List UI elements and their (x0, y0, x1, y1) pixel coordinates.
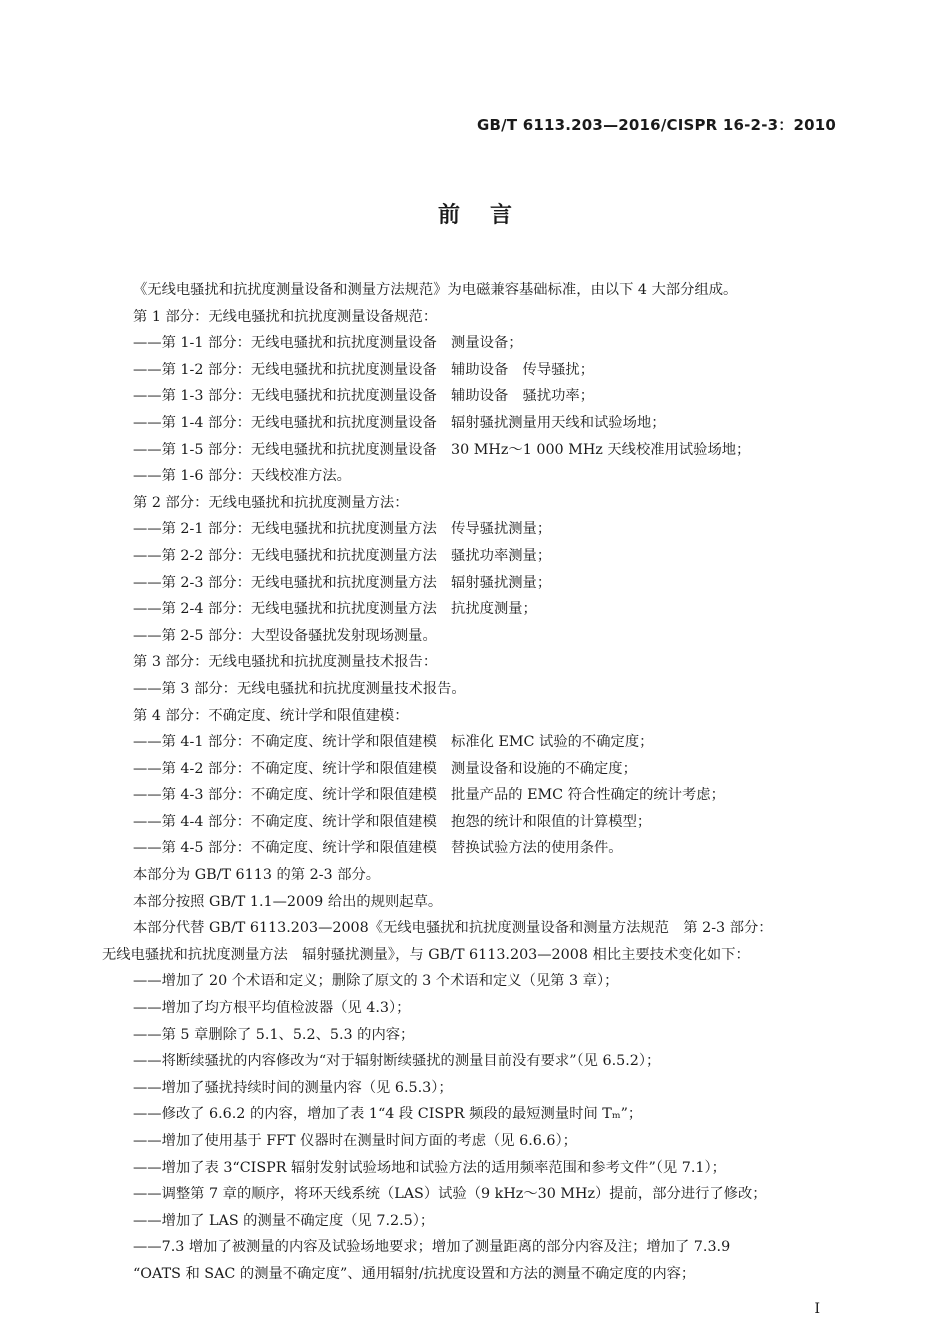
text-line: ——第 1-1 部分：无线电骚扰和抗扰度测量设备 测量设备； (133, 335, 523, 352)
text-line: 本部分代替 GB/T 6113.203—2008《无线电骚扰和抗扰度测量设备和测量方法规范 第 2-3 部分： (133, 920, 773, 937)
page-title: 前言 (437, 203, 542, 228)
text-line: ——第 5 章删除了 5.1、5.2、5.3 的内容； (133, 1026, 415, 1043)
text-line: 第 4 部分：不确定度、统计学和限值建模： (133, 707, 409, 724)
text-line: ——增加了骚扰持续时间的测量内容（见 6.5.3）； (133, 1079, 453, 1096)
text-line: 本部分为 GB/T 6113 的第 2-3 部分。 (133, 867, 381, 884)
text-line: 本部分按照 GB/T 1.1—2009 给出的规则起草。 (133, 893, 443, 910)
text-line: 第 2 部分：无线电骚扰和抗扰度测量方法： (133, 494, 409, 511)
text-line: ——第 1-5 部分：无线电骚扰和抗扰度测量设备 30 MHz～1 000 MHz 天线校准用试验场地； (133, 441, 751, 458)
document-body (102, 277, 832, 1288)
text-line: ——第 3 部分：无线电骚扰和抗扰度测量技术报告。 (133, 680, 466, 697)
text-line: ——将断续骚扰的内容修改为“对于辐射断续骚扰的测量目前没有要求”（见 6.5.2）； (133, 1053, 661, 1070)
standard-code-header: GB/T 6113.203—2016/CISPR 16-2-3：2010 (477, 116, 836, 134)
text-line: ——第 4-4 部分：不确定度、统计学和限值建模 抱怨的统计和限值的计算模型； (133, 813, 652, 830)
text-line: ——第 2-1 部分：无线电骚扰和抗扰度测量方法 传导骚扰测量； (133, 521, 552, 538)
text-line: ——增加了均方根平均值检波器（见 4.3）； (133, 1000, 411, 1017)
text-line: ——第 1-6 部分：天线校准方法。 (133, 468, 351, 485)
text-line: ——第 1-3 部分：无线电骚扰和抗扰度测量设备 辅助设备 骚扰功率； (133, 388, 595, 405)
text-line: ——第 2-4 部分：无线电骚扰和抗扰度测量方法 抗扰度测量； (133, 601, 537, 618)
text-line: 无线电骚扰和抗扰度测量方法 辐射骚扰测量》，与 GB/T 6113.203—2008 相比主要技术变化如下： (102, 946, 750, 963)
text-line: 《无线电骚扰和抗扰度测量设备和测量方法规范》为电磁兼容基础标准，由以下 4 大部分组成。 (133, 282, 738, 298)
page-number: I (814, 1301, 820, 1317)
text-line: 第 3 部分：无线电骚扰和抗扰度测量技术报告： (133, 654, 438, 671)
text-line: ——修改了 6.6.2 的内容，增加了表 1“4 段 CISPR 频段的最短测量时间 Tₘ”； (133, 1106, 643, 1123)
text-line: ——7.3 增加了被测量的内容及试验场地要求；增加了测量距离的部分内容及注；增加了 7.3.9 (133, 1239, 731, 1256)
text-line: ——调整第 7 章的顺序，将环天线系统（LAS）试验（9 kHz～30 MHz）提前，部分进行了修改； (133, 1186, 767, 1203)
text-line: ——第 1-4 部分：无线电骚扰和抗扰度测量设备 辐射骚扰测量用天线和试验场地； (133, 414, 666, 431)
text-line: ——第 1-2 部分：无线电骚扰和抗扰度测量设备 辅助设备 传导骚扰； (133, 361, 595, 378)
text-line: ——第 2-3 部分：无线电骚扰和抗扰度测量方法 辐射骚扰测量； (133, 574, 552, 591)
text-line: ——第 2-2 部分：无线电骚扰和抗扰度测量方法 骚扰功率测量； (133, 547, 552, 564)
text-line: ——第 2-5 部分：大型设备骚扰发射现场测量。 (133, 627, 437, 644)
text-line: ——增加了 LAS 的测量不确定度（见 7.2.5）； (133, 1212, 435, 1229)
text-line: ——增加了使用基于 FFT 仪器时在测量时间方面的考虑（见 6.6.6）； (133, 1133, 577, 1149)
text-line: ——增加了表 3“CISPR 辐射发射试验场地和试验方法的适用频率范围和参考文件”（见 7.1）； (133, 1159, 726, 1176)
text-line: 第 1 部分：无线电骚扰和抗扰度测量设备规范： (133, 308, 438, 325)
text-line: ——第 4-2 部分：不确定度、统计学和限值建模 测量设备和设施的不确定度； (133, 760, 637, 777)
text-line: ——第 4-1 部分：不确定度、统计学和限值建模 标准化 EMC 试验的不确定度； (133, 734, 654, 751)
text-line: “OATS 和 SAC 的测量不确定度”、通用辐射/抗扰度设置和方法的测量不确定度的内容； (133, 1265, 696, 1282)
text-line: ——第 4-3 部分：不确定度、统计学和限值建模 批量产品的 EMC 符合性确定的统计考虑； (133, 787, 725, 804)
text-line: ——增加了 20 个术语和定义；删除了原文的 3 个术语和定义（见第 3 章）； (133, 973, 619, 990)
text-line: ——第 4-5 部分：不确定度、统计学和限值建模 替换试验方法的使用条件。 (133, 840, 623, 857)
